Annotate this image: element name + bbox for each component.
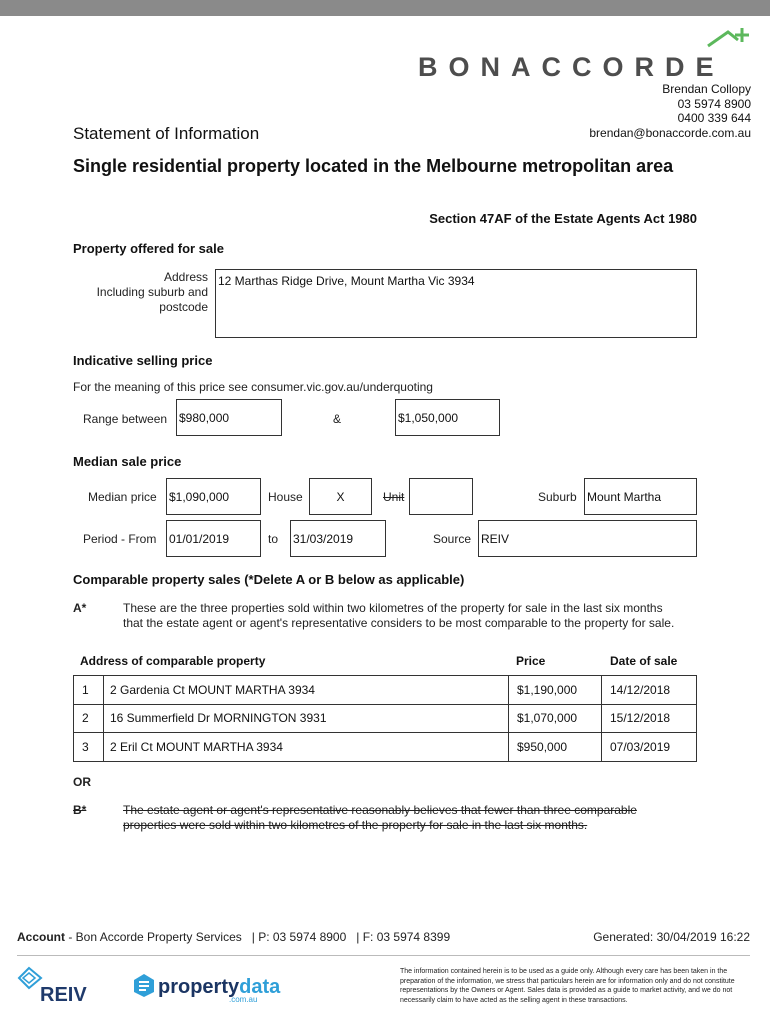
option-b-text: The estate agent or agent's representative reasonably believes that fewer than three comparable properties were sold within two kilometres of the property for sale in the last six months. [123, 803, 637, 832]
row-price: $950,000 [509, 733, 602, 762]
period-to-value: 31/03/2019 [293, 531, 354, 546]
propertydata-logo-icon [132, 972, 156, 998]
or-label: OR [73, 775, 91, 789]
source-field[interactable] [478, 520, 697, 557]
footer-divider [17, 955, 750, 956]
col-date-header: Date of sale [610, 654, 678, 668]
price-low-field[interactable] [176, 399, 282, 436]
propertydata-logo [158, 976, 280, 999]
price-high-field[interactable] [395, 399, 500, 436]
row-price: $1,070,000 [509, 704, 602, 733]
suburb-field[interactable] [584, 478, 697, 515]
comparable-table [73, 675, 697, 762]
footer-account [17, 930, 450, 944]
period-from-value: 01/01/2019 [169, 531, 230, 546]
row-number: 1 [74, 676, 104, 705]
range-and: & [333, 412, 342, 426]
agent-phone: 03 5974 8900 [677, 96, 751, 111]
period-to-field[interactable] [290, 520, 386, 557]
option-b-label: B* [73, 803, 87, 817]
address-label-line-3: postcode [159, 300, 208, 314]
median-price-label: Median price [88, 490, 157, 504]
option-a-label: A* [73, 601, 87, 615]
row-number: 2 [74, 704, 104, 733]
source-label: Source [433, 532, 472, 546]
table-row [74, 733, 697, 762]
row-date: 14/12/2018 [602, 676, 697, 705]
account-text: - Bon Accorde Property Services | P: 03 5974 8900 | F: 03 5974 8399 [65, 930, 451, 944]
agent-name: Brendan Collopy [662, 82, 751, 96]
median-heading: Median sale price [73, 454, 182, 469]
statement-heading: Statement of Information [73, 124, 260, 143]
unit-label: Unit [383, 490, 405, 504]
price-high-value: $1,050,000 [398, 410, 459, 425]
property-heading: Property offered for sale [73, 241, 224, 256]
suburb-label: Suburb [538, 490, 577, 504]
disclaimer-text: The information contained herein is to be used as a guide only. Although every care has been taken in the preparation of the information, we stress that particulars herein are for information only and do not constitute representations by the Owners or Agent. Sales data is provided as a guide to market activity, and we do not necessarily claim to have acted as the selling agent in these transactions. [400, 968, 735, 1004]
agent-email[interactable]: brendan@bonaccorde.com.au [589, 125, 751, 140]
roof-plus-icon [706, 24, 752, 50]
row-address: 2 Eril Ct MOUNT MARTHA 3934 [104, 733, 509, 762]
period-from-field[interactable] [166, 520, 261, 557]
period-to-label: to [268, 532, 279, 546]
address-label-line-1: Address [163, 270, 208, 284]
median-price-field[interactable] [166, 478, 261, 515]
generated-timestamp: Generated: 30/04/2019 16:22 [593, 930, 750, 944]
col-address-header: Address of comparable property [80, 654, 266, 668]
top-bar [0, 0, 770, 16]
house-label: House [268, 490, 303, 504]
row-price: $1,190,000 [509, 676, 602, 705]
house-mark: X [336, 489, 345, 504]
reiv-logo: REIV [40, 984, 87, 1006]
row-date: 15/12/2018 [602, 704, 697, 733]
option-a-text: These are the three properties sold within two kilometres of the property for sale in the last six months that the estate agent or agent's representative considers to be most comparable to the property for sale. [123, 601, 675, 630]
col-price-header: Price [516, 654, 546, 668]
table-row [74, 704, 697, 733]
address-label-line-2: Including suburb and [96, 285, 208, 299]
indicative-note: For the meaning of this price see consumer.vic.gov.au/underquoting [73, 380, 433, 394]
house-checkbox[interactable] [309, 478, 372, 515]
propertydata-logo-main: property [158, 976, 240, 998]
address-field[interactable] [215, 269, 697, 338]
agent-mobile: 0400 339 644 [677, 111, 751, 125]
propertydata-logo-sub: .com.au [229, 995, 258, 1004]
row-address: 16 Summerfield Dr MORNINGTON 3931 [104, 704, 509, 733]
suburb-value: Mount Martha [587, 489, 662, 504]
propertydata-logo-accent: data [239, 976, 281, 998]
row-date: 07/03/2019 [602, 733, 697, 762]
address-value: 12 Marthas Ridge Drive, Mount Martha Vic 3934 [218, 274, 475, 288]
row-address: 2 Gardenia Ct MOUNT MARTHA 3934 [104, 676, 509, 705]
period-label: Period - From [83, 532, 157, 546]
table-row [74, 676, 697, 705]
indicative-heading: Indicative selling price [73, 353, 213, 368]
agent-contact [589, 82, 751, 140]
source-value: REIV [481, 531, 510, 546]
unit-checkbox[interactable] [409, 478, 473, 515]
row-number: 3 [74, 733, 104, 762]
range-label: Range between [83, 412, 168, 426]
comparable-heading: Comparable property sales (*Delete A or B below as applicable) [73, 572, 465, 587]
section-reference: Section 47AF of the Estate Agents Act 1980 [429, 211, 697, 226]
address-label [60, 270, 208, 315]
page-title: Single residential property located in the Melbourne metropolitan area [73, 156, 674, 176]
brand-logo: BONACCORDE [418, 52, 725, 82]
median-price-value: $1,090,000 [169, 489, 230, 504]
account-label: Account [17, 930, 65, 944]
price-low-value: $980,000 [179, 410, 230, 425]
